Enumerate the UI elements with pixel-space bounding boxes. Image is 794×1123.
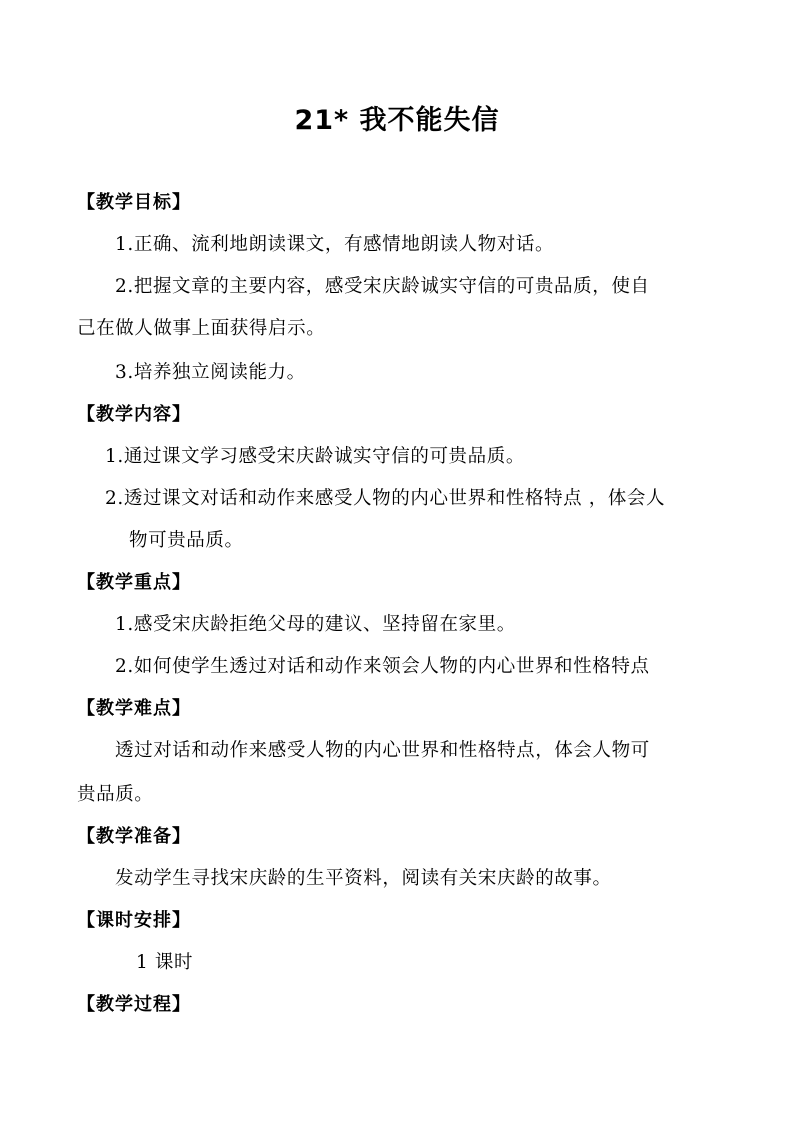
section-heading-schedule: 【课时安排】 xyxy=(77,910,191,931)
key-point-item-1: 1.感受宋庆龄拒绝父母的建议、坚持留在家里。 xyxy=(115,614,516,635)
preparation-line-1: 发动学生寻找宋庆龄的生平资料，阅读有关宋庆龄的故事。 xyxy=(115,868,612,889)
section-heading-difficulties: 【教学难点】 xyxy=(77,698,191,719)
content-item-2-line-1: 2.透过课文对话和动作来感受人物的内心世界和性格特点 ，体会人 xyxy=(105,488,666,509)
content-item-2-line-2: 物可贵品质。 xyxy=(129,530,244,551)
goal-item-2-line-2: 己在做人做事上面获得启示。 xyxy=(77,318,326,339)
section-heading-key-points: 【教学重点】 xyxy=(77,572,191,593)
section-heading-process: 【教学过程】 xyxy=(77,994,191,1015)
difficulties-line-1: 透过对话和动作来感受人物的内心世界和性格特点，体会人物可 xyxy=(115,740,650,761)
goal-item-1: 1.正确、流利地朗读课文，有感情地朗读人物对话。 xyxy=(115,234,555,255)
schedule-line-1: 1 课时 xyxy=(136,952,194,973)
goal-item-3: 3.培养独立阅读能力。 xyxy=(115,362,306,383)
section-heading-preparation: 【教学准备】 xyxy=(77,826,191,847)
goal-item-2-line-1: 2.把握文章的主要内容，感受宋庆龄诚实守信的可贵品质，使自 xyxy=(115,276,650,297)
difficulties-line-2: 贵品质。 xyxy=(77,784,154,805)
document-title: 21* 我不能失信 xyxy=(294,105,500,136)
section-heading-content: 【教学内容】 xyxy=(77,404,191,425)
section-heading-goals: 【教学目标】 xyxy=(77,192,191,213)
content-item-1: 1.通过课文学习感受宋庆龄诚实守信的可贵品质。 xyxy=(105,446,525,467)
key-point-item-2: 2.如何使学生透过对话和动作来领会人物的内心世界和性格特点 xyxy=(115,656,650,677)
